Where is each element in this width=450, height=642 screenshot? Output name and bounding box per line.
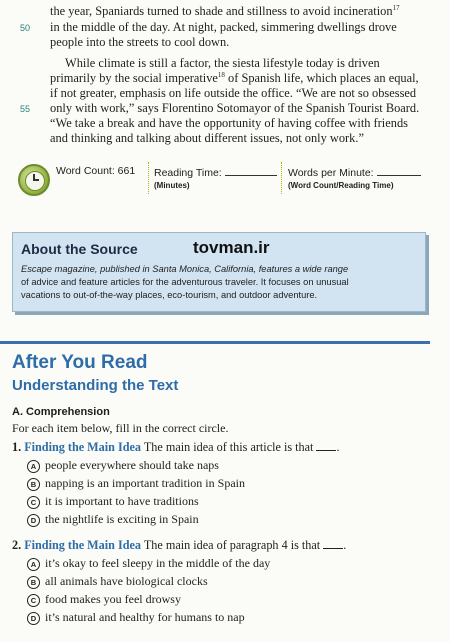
option-1d[interactable]: D the nightlife is exciting in Spain — [27, 512, 199, 527]
word-count: Word Count: 661 — [56, 165, 136, 177]
divider — [281, 162, 282, 194]
answer-blank — [316, 440, 336, 451]
reading-time-label: Reading Time: — [154, 165, 277, 179]
article-line: if not greater, emphasis on life outside the office. “We are not so obsessed — [50, 86, 417, 100]
stopwatch-icon — [18, 164, 50, 196]
understanding-text-title: Understanding the Text — [12, 377, 179, 394]
answer-bubble[interactable]: D — [27, 612, 40, 625]
option-2a[interactable]: A it’s okay to feel sleepy in the middle of the day — [27, 556, 270, 571]
question-1: 1. Finding the Main Idea The main idea of this article is that . — [12, 440, 340, 454]
reading-time-unit: (Minutes) — [154, 181, 190, 190]
section-rule — [0, 341, 430, 344]
source-line: of advice and feature articles for the adventurous traveler. It focuses on unusual — [21, 277, 349, 287]
article-line: people into the streets to cool down. — [50, 35, 230, 49]
answer-bubble[interactable]: B — [27, 576, 40, 589]
line-number: 55 — [20, 104, 31, 114]
line-number: 50 — [20, 23, 31, 33]
article-line: “We take a break and have the opportunity of having coffee with friends — [50, 116, 408, 130]
reading-time-blank[interactable] — [225, 165, 277, 176]
option-2b[interactable]: B all animals have biological clocks — [27, 574, 208, 589]
option-1a[interactable]: A people everywhere should take naps — [27, 458, 219, 473]
answer-bubble[interactable]: D — [27, 514, 40, 527]
answer-bubble[interactable]: A — [27, 460, 40, 473]
question-2: 2. Finding the Main Idea The main idea of paragraph 4 is that . — [12, 538, 347, 552]
source-line: Escape magazine, published in Santa Monica, California, features a wide range — [21, 264, 349, 274]
divider — [148, 162, 149, 194]
option-2c[interactable]: C food makes you feel drowsy — [27, 592, 181, 607]
source-line: vacations to out-of-the-way places, eco-tourism, and outdoor adventure. — [21, 290, 318, 300]
article-line: primarily by the social imperative$^{18}$ of Spanish life, which places an equal, — [50, 70, 419, 85]
article-line: only with work,” says Florentino Sotomayor of the Spanish Tourist Board. — [50, 101, 420, 115]
option-1c[interactable]: C it is important to have traditions — [27, 494, 199, 509]
answer-bubble[interactable]: C — [27, 496, 40, 509]
watermark: tovman.ir — [193, 238, 270, 257]
wpm-note: (Word Count/Reading Time) — [288, 181, 394, 190]
answer-bubble[interactable]: C — [27, 594, 40, 607]
question-skill: Finding the Main Idea — [24, 440, 142, 454]
comprehension-heading: A. Comprehension — [12, 406, 110, 418]
about-source-box — [12, 232, 426, 312]
instructions: For each item below, fill in the correct circle. — [12, 421, 229, 435]
wpm-blank[interactable] — [377, 165, 421, 176]
about-source-title: About the Source — [21, 241, 138, 257]
article-line: the year, Spaniards turned to shade and stillness to avoid incineration$^{17}$ — [50, 3, 400, 18]
option-1b[interactable]: B napping is an important tradition in Spain — [27, 476, 245, 491]
article-line: and thinking and talking about different issues, not only work.” — [50, 131, 364, 145]
option-2d[interactable]: D it’s natural and healthy for humans to nap — [27, 610, 245, 625]
article-line: in the middle of the day. At night, packed, simmering dwellings drove — [50, 20, 397, 34]
answer-bubble[interactable]: B — [27, 478, 40, 491]
answer-blank — [323, 538, 343, 549]
wpm-label: Words per Minute: — [288, 165, 421, 179]
article-line: While climate is still a factor, the siesta lifestyle today is driven — [65, 56, 380, 70]
after-you-read-title: After You Read — [12, 352, 148, 373]
question-skill: Finding the Main Idea — [24, 538, 142, 552]
answer-bubble[interactable]: A — [27, 558, 40, 571]
